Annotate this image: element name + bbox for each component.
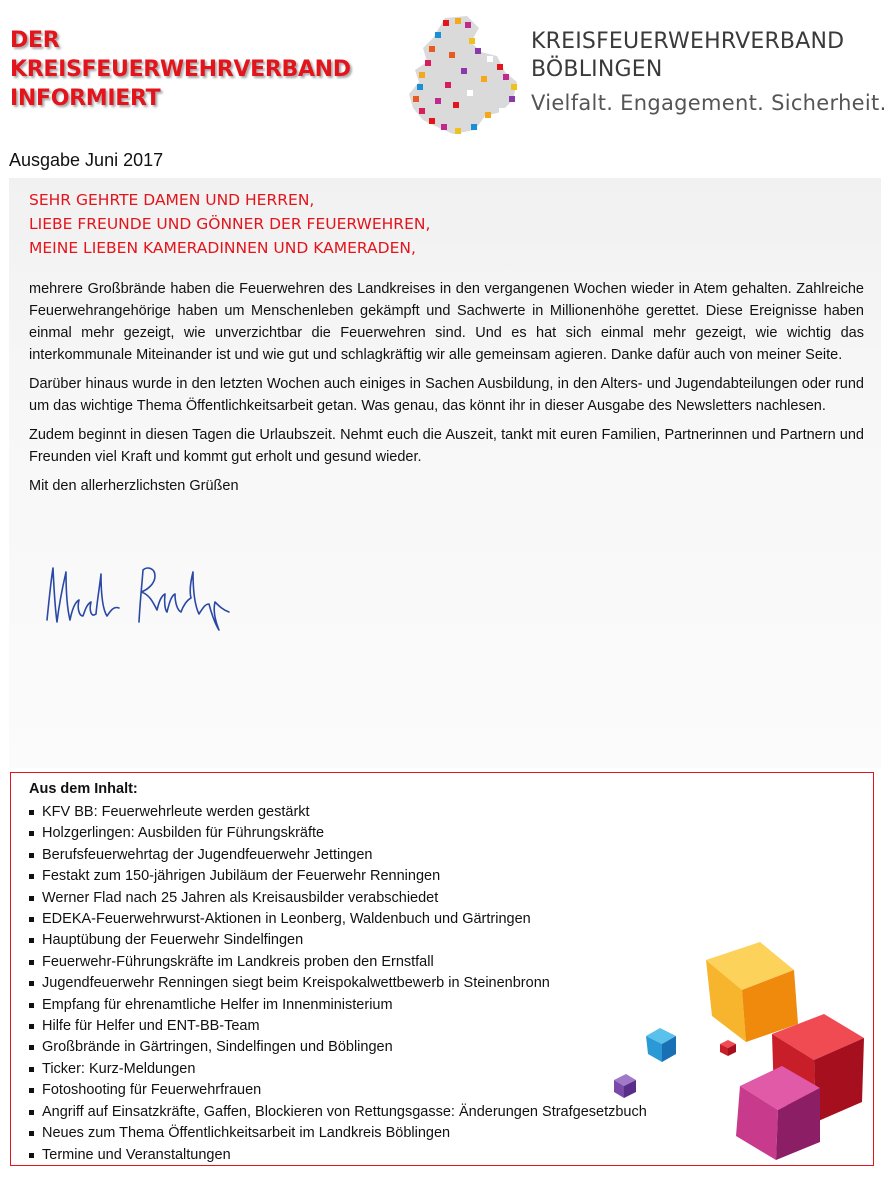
logo-square: [455, 18, 461, 24]
bullet-icon: [29, 896, 34, 901]
list-item: Feuerwehr-Führungskräfte im Landkreis proben den Ernstfall: [29, 952, 647, 973]
logo-square: [417, 84, 423, 90]
org-name-line: KREISFEUERWEHRVERBAND: [531, 29, 845, 54]
logo-square: [435, 32, 441, 38]
logo-square: [425, 60, 431, 66]
headline-line: KREISFEUERWEHRVERBAND: [10, 57, 351, 82]
list-item: Großbrände in Gärtringen, Sindelfingen und Böblingen: [29, 1037, 647, 1058]
bullet-icon: [29, 938, 34, 943]
logo-square: [453, 102, 459, 108]
district-map-logo-icon: [405, 12, 525, 137]
logo-square: [455, 128, 461, 134]
logo-square: [445, 82, 451, 88]
logo-square: [485, 112, 491, 118]
headline-line: DER: [10, 28, 60, 53]
organization-slogan: Vielfalt. Engagement. Sicherheit.: [531, 91, 887, 115]
logo-square: [419, 72, 425, 78]
bullet-icon: [29, 960, 34, 965]
newsletter-headline: [10, 26, 351, 113]
headline-line: INFORMIERT: [10, 86, 161, 111]
logo-square: [471, 124, 477, 130]
bullet-icon: [29, 831, 34, 836]
bullet-icon: [29, 810, 34, 815]
list-item: Hauptübung der Feuerwehr Sindelfingen: [29, 930, 647, 951]
list-item: EDEKA-Feuerwehrwurst-Aktionen in Leonberg, Waldenbuch und Gärtringen: [29, 909, 647, 930]
letter-salutation: [29, 188, 430, 260]
organization-name: [531, 28, 844, 84]
list-item: Holzgerlingen: Ausbilden für Führungskräfte: [29, 823, 647, 844]
bullet-icon: [29, 1067, 34, 1072]
logo-square: [419, 108, 425, 114]
list-item: Festakt zum 150-jährigen Jubiläum der Feuerwehr Renningen: [29, 866, 647, 887]
list-item: KFV BB: Feuerwehrleute werden gestärkt: [29, 802, 647, 823]
logo-square: [435, 98, 441, 104]
decorative-cubes-icon: [598, 932, 873, 1162]
logo-square: [499, 108, 505, 114]
logo-square: [509, 96, 515, 102]
logo-square: [413, 96, 419, 102]
bullet-icon: [29, 1003, 34, 1008]
logo-square: [461, 68, 467, 74]
list-item: Berufsfeuerwehrtag der Jugendfeuerwehr Jettingen: [29, 845, 647, 866]
contents-list: [29, 802, 647, 1166]
logo-square: [511, 84, 517, 90]
letter-paragraph: mehrere Großbrände haben die Feuerwehren des Landkreises in den vergangenen Wochen wieder in Atem gehalten. Zahlreiche Feuerwehrangehörige haben um Menschenleben gekämpft und Sachwerte in Millionenhöhe gerettet. Diese Ereignisse haben einmal mehr gezeigt, wie unverzichtbar die Feuerwehren sind. Und es hat sich einmal mehr gezeigt, wie wichtig das interkommunale Miteinander ist und wie gut und schlagkräftig wir alle gemeinsam agieren. Danke dafür auch von meiner Seite.: [29, 281, 864, 363]
letter-body: [29, 278, 864, 504]
bullet-icon: [29, 853, 34, 858]
list-item: Ticker: Kurz-Meldungen: [29, 1059, 647, 1080]
logo-square: [443, 20, 449, 26]
bullet-icon: [29, 1088, 34, 1093]
logo-square: [467, 90, 473, 96]
letter-paragraph: Zudem beginnt in diesen Tagen die Urlaubszeit. Nehmt euch die Auszeit, tankt mit euren Familien, Partnerinnen und Partnern und Freunden viel Kraft und kommt gut erholt und gesund wieder.: [29, 427, 864, 465]
bullet-icon: [29, 1024, 34, 1029]
logo-square: [449, 52, 455, 58]
list-item: Neues zum Thema Öffentlichkeitsarbeit im Landkreis Böblingen: [29, 1123, 647, 1144]
salutation-line: LIEBE FREUNDE UND GÖNNER DER FEUERWEHREN,: [29, 215, 431, 233]
bullet-icon: [29, 981, 34, 986]
bullet-icon: [29, 874, 34, 879]
issue-label: Ausgabe Juni 2017: [9, 150, 164, 170]
logo-square: [441, 124, 447, 130]
letter-closing: Mit den allerherzlichsten Grüßen: [29, 478, 239, 494]
list-item: Werner Flad nach 25 Jahren als Kreisausbilder verabschiedet: [29, 888, 647, 909]
bullet-icon: [29, 1110, 34, 1115]
salutation-line: MEINE LIEBEN KAMERADINNEN UND KAMERADEN,: [29, 239, 416, 257]
bullet-icon: [29, 917, 34, 922]
logo-square: [487, 56, 493, 62]
list-item: Empfang für ehrenamtliche Helfer im Innenministerium: [29, 995, 647, 1016]
logo-square: [503, 74, 509, 80]
contents-title: Aus dem Inhalt:: [29, 781, 138, 797]
salutation-line: SEHR GEHRTE DAMEN UND HERREN,: [29, 191, 315, 209]
list-item: Angriff auf Einsatzkräfte, Gaffen, Blockieren von Rettungsgasse: Änderungen Strafgesetzbuch: [29, 1102, 647, 1123]
list-item: Jugendfeuerwehr Renningen siegt beim Kreispokalwettbewerb in Steinenbronn: [29, 973, 647, 994]
list-item: Hilfe für Helfer und ENT-BB-Team: [29, 1016, 647, 1037]
logo-square: [475, 48, 481, 54]
bullet-icon: [29, 1045, 34, 1050]
org-name-line: BÖBLINGEN: [531, 57, 663, 82]
logo-square: [429, 118, 435, 124]
signature-icon: [39, 550, 239, 640]
list-item: Fotoshooting für Feuerwehrfrauen: [29, 1080, 647, 1101]
logo-square: [497, 64, 503, 70]
list-item: Termine und Veranstaltungen: [29, 1145, 647, 1166]
bullet-icon: [29, 1131, 34, 1136]
letter-section: [9, 178, 881, 768]
logo-square: [429, 46, 435, 52]
logo-square: [465, 22, 471, 28]
logo-square: [469, 38, 475, 44]
letter-paragraph: Darüber hinaus wurde in den letzten Wochen auch einiges in Sachen Ausbildung, in den Alters- und Jugendabteilungen oder rund um das wichtige Thema Öffentlichkeitsarbeit getan. Was genau, das könnt ihr in dieser Ausgabe des Newsletters nachlesen.: [29, 376, 864, 414]
bullet-icon: [29, 1153, 34, 1158]
logo-square: [481, 76, 487, 82]
